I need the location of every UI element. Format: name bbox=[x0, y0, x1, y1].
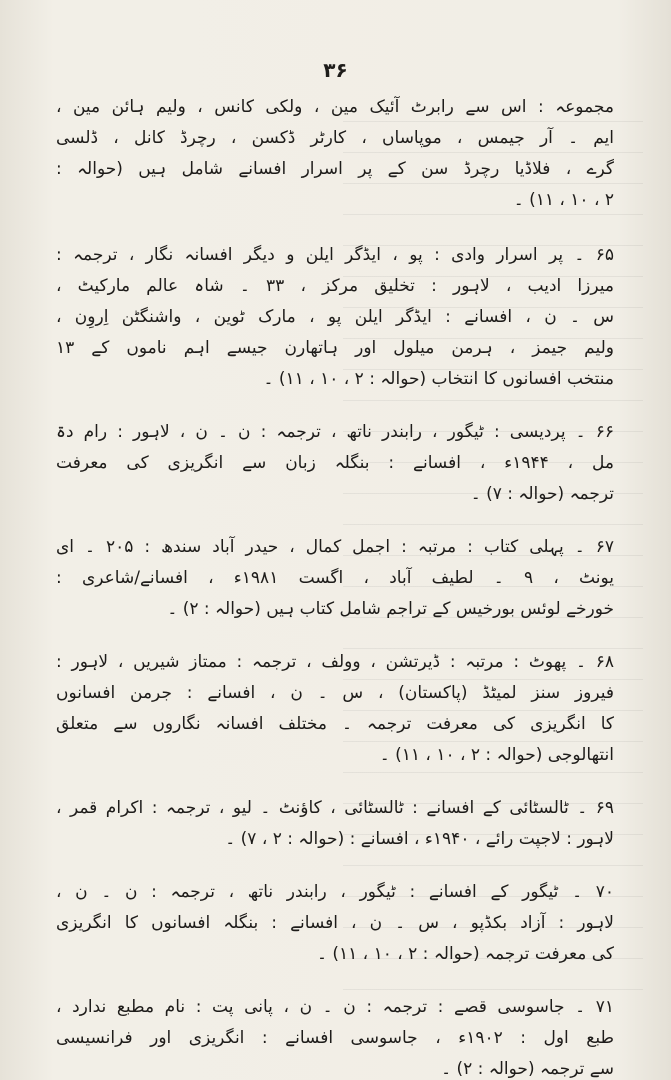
bibliography-entries bbox=[56, 92, 614, 1080]
text-line: فیروز سنز لمیٹڈ (پاکستان) ، س ۔ ن ، افسانے : جرمن افسانوں bbox=[56, 683, 614, 703]
text-line: س ۔ ن ، افسانے : ایڈگر ایلن پو ، مارک ٹوین ، واشنگٹن اِروِن ، bbox=[56, 307, 614, 327]
text-line: مل ، ۱۹۴۴ء ، افسانے : بنگلہ زبان سے انگریزی کی معرفت bbox=[56, 453, 614, 473]
bibliography-entry bbox=[56, 532, 614, 625]
text-line: سے ترجمہ (حوالہ : ۲) ۔ bbox=[441, 1059, 614, 1079]
bibliography-entry bbox=[56, 417, 614, 510]
page-number: ۳۶ bbox=[323, 58, 348, 82]
text-line: ۶۶ ۔ پردیسی : ٹیگور ، رابندر ناتھ ، ترجمہ : ن ۔ ن ، لاہور : رام دۃ bbox=[56, 422, 614, 442]
text-line: ولیم جیمز ، ہرمن میلول اور ہاتھارن جیسے اہم ناموں کے ۱۳ bbox=[56, 338, 614, 358]
text-line: منتخب افسانوں کا انتخاب (حوالہ : ۲ ، ۱۰ ، ۱۱) ۔ bbox=[263, 369, 614, 389]
bibliography-entry bbox=[56, 877, 614, 970]
text-line: ایم ۔ آر جیمس ، موپاساں ، کارٹر ڈکسن ، رچرڈ کانل ، ڈلسی bbox=[56, 128, 614, 148]
bibliography-entry bbox=[56, 647, 614, 771]
text-line: لاہور : لاجپت رائے ، ۱۹۴۰ء ، افسانے : (حوالہ : ۲ ، ۷) ۔ bbox=[225, 829, 614, 849]
text-line: ۶۸ ۔ پھوٹ : مرتبہ : ڈیرتشن ، وولف ، ترجمہ : ممتاز شیریں ، لاہور : bbox=[56, 652, 614, 672]
text-line: ۶۵ ۔ پر اسرار وادی : پو ، ایڈگر ایلن و دیگر افسانہ نگار ، ترجمہ : bbox=[56, 245, 614, 265]
text-line: طبع اول : ۱۹۰۲ء ، جاسوسی افسانے : انگریزی اور فرانسیسی bbox=[56, 1028, 614, 1048]
bibliography-entry bbox=[56, 793, 614, 855]
text-line: ۷۱ ۔ جاسوسی قصے : ترجمہ : ن ۔ ن ، پانی پت : نام مطبع ندارد ، bbox=[56, 997, 614, 1017]
text-line: کی معرفت ترجمہ (حوالہ : ۲ ، ۱۰ ، ۱۱) ۔ bbox=[317, 944, 614, 964]
text-line: لاہور : آزاد بکڈپو ، س ۔ ن ، افسانے : بنگلہ افسانوں کا انگریزی bbox=[56, 913, 614, 933]
text-line: میرزا ادیب ، لاہور : تخلیق مرکز ، ۳۳ ۔ شاہ عالم مارکیٹ ، bbox=[56, 276, 614, 296]
bibliography-entry bbox=[56, 240, 614, 395]
bibliography-entry bbox=[56, 992, 614, 1080]
text-line: ترجمہ (حوالہ : ۷) ۔ bbox=[470, 484, 614, 504]
text-line: کا انگریزی کی معرفت ترجمہ ۔ مختلف افسانہ نگاروں سے متعلق bbox=[56, 714, 614, 734]
text-line: ۷۰ ۔ ٹیگور کے افسانے : ٹیگور ، رابندر ناتھ ، ترجمہ : ن ۔ ن ، bbox=[56, 882, 614, 902]
text-line: مجموعہ : اس سے رابرٹ آئیک مین ، ولکی کانس ، ولیم ہائن مین ، bbox=[56, 97, 614, 117]
text-line: ۶۷ ۔ پہلی کتاب : مرتبہ : اجمل کمال ، حیدر آباد سندھ : ۲۰۵ ۔ ای bbox=[56, 537, 614, 557]
text-line: انتھالوجی (حوالہ : ۲ ، ۱۰ ، ۱۱) ۔ bbox=[379, 745, 614, 765]
text-line: ۲ ، ۱۰ ، ۱۱) ۔ bbox=[513, 190, 614, 210]
text-line: یونٹ ، ۹ ۔ لطیف آباد ، اگست ۱۹۸۱ء ، افسانے/شاعری : bbox=[56, 568, 614, 588]
text-line: ۶۹ ۔ ٹالسٹائی کے افسانے : ٹالسٹائی ، کاؤنٹ ۔ لیو ، ترجمہ : اکرام قمر ، bbox=[56, 798, 614, 818]
bibliography-entry bbox=[56, 92, 614, 216]
text-line: خورخے لوئس بورخیس کے تراجم شامل کتاب ہیں (حوالہ : ۲) ۔ bbox=[167, 599, 614, 619]
text-line: گرے ، فلاڈیا رچرڈ سن کے پر اسرار افسانے شامل ہیں (حوالہ : bbox=[56, 159, 614, 179]
